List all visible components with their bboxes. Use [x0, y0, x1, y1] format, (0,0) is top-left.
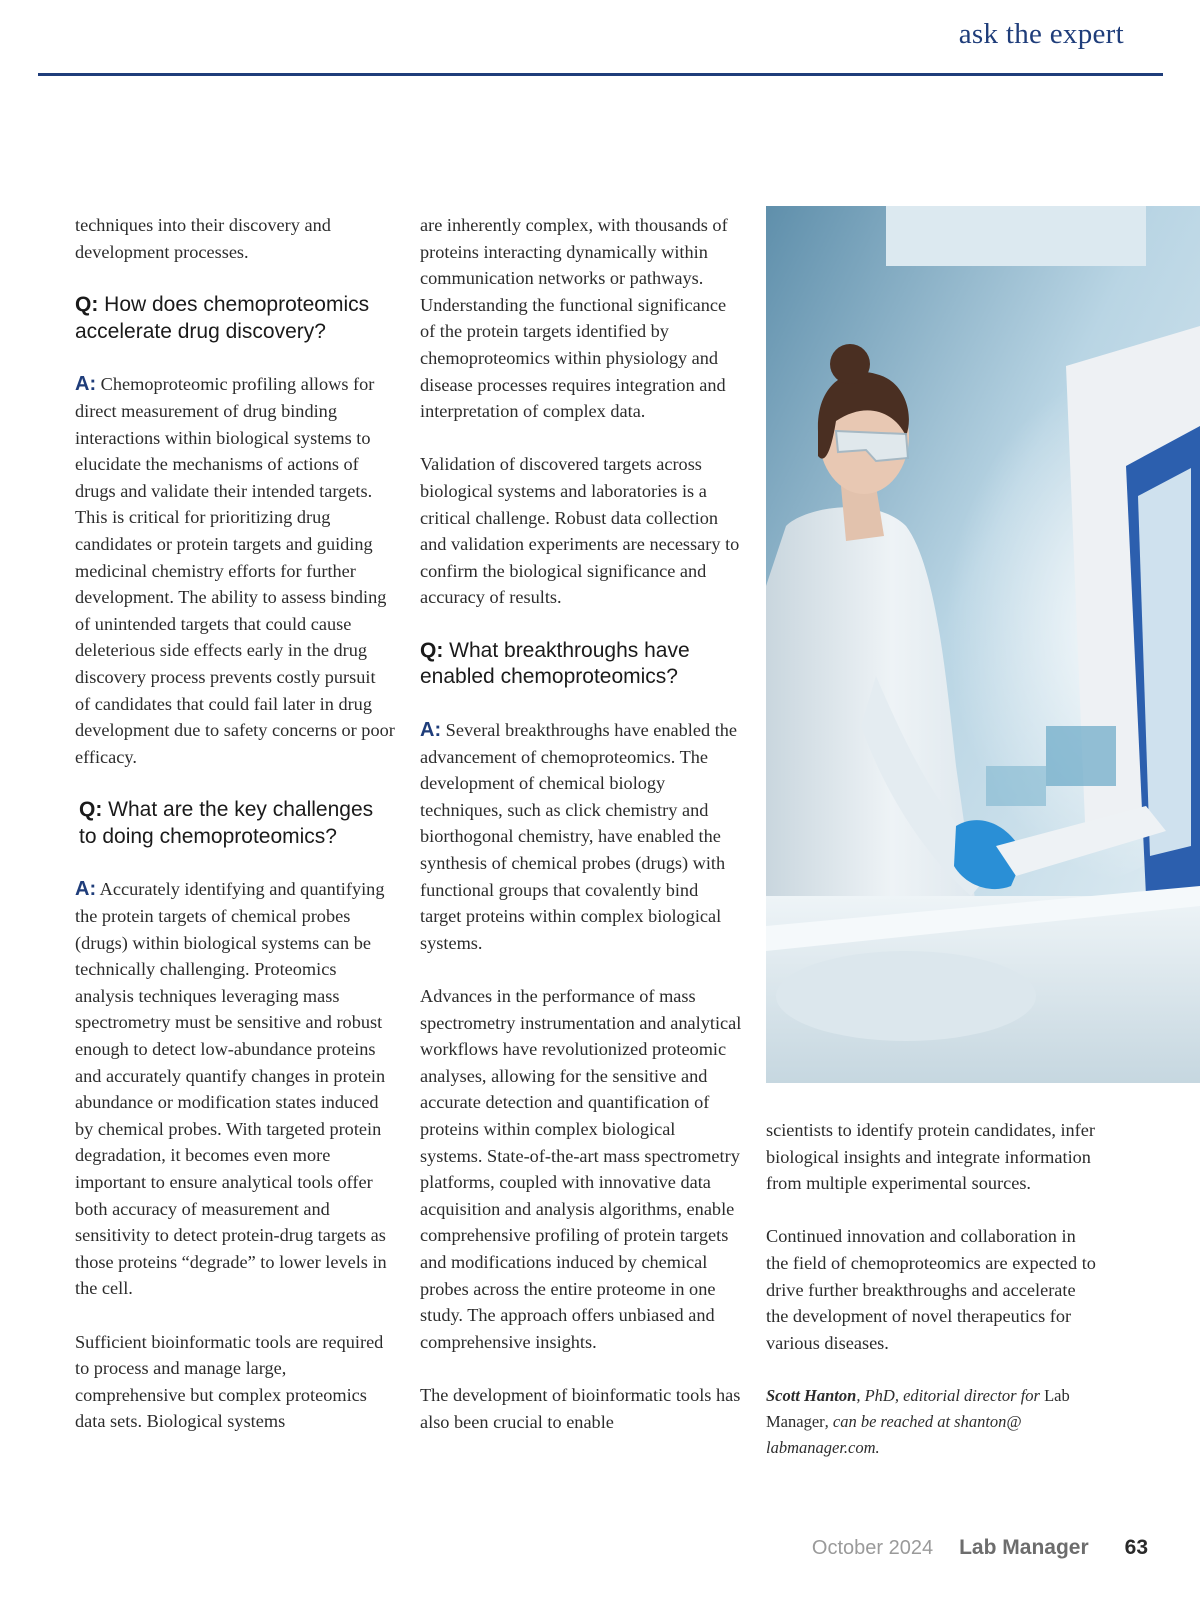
page-footer — [812, 1536, 1148, 1560]
answer-paragraph — [75, 876, 395, 1302]
author-contact: , can be reached at shanton@ labmanager.com. — [766, 1411, 1022, 1457]
column-1 — [75, 212, 395, 1462]
question-marker: Q: — [75, 292, 99, 316]
question-heading — [420, 638, 742, 692]
magazine-name: Lab Manager — [959, 1536, 1089, 1559]
question-text: What breakthroughs have enabled chemoproteomics? — [420, 638, 690, 689]
answer-paragraph — [420, 717, 742, 956]
background-equipment-2 — [986, 766, 1046, 806]
question-text: What are the key challenges to doing chemoproteomics? — [79, 797, 374, 848]
author-name: Scott Hanton — [766, 1385, 857, 1405]
paragraph: are inherently complex, with thousands of proteins interacting dynamically within communication networks or pathways. Understanding the functional significance of the protein targets identified by chemoproteomics within physiology and disease processes requires integration and interpretation of complex data. — [420, 215, 728, 422]
bench-basin — [776, 951, 1036, 1041]
question-marker: Q: — [420, 638, 444, 662]
answer-text: Several breakthroughs have enabled the advancement of chemoproteomics. The development of chemical biology techniques, such as click chemistry and biorthogonal chemistry, have enabled the synthesis of chemical probes (drugs) with functional groups that covalently bind target proteins within complex biological systems. — [420, 720, 738, 953]
author-title: , PhD, editorial director for — [856, 1385, 1045, 1405]
column-3 — [766, 1117, 1096, 1488]
question-text: How does chemoproteomics accelerate drug discovery? — [75, 292, 370, 343]
paragraph: Sufficient bioinformatic tools are required to process and manage large, comprehensive but complex proteomics data sets. Biological systems — [75, 1331, 384, 1432]
background-equipment — [1046, 726, 1116, 786]
hair-bun — [830, 344, 870, 384]
author-byline — [766, 1383, 1096, 1461]
question-heading — [75, 292, 395, 346]
ceiling-light — [886, 206, 1146, 266]
paragraph: Continued innovation and collaboration in the field of chemoproteomics are expected to drive further breakthroughs and accelerate the development of novel therapeutics for various diseases. — [766, 1226, 1096, 1353]
answer-marker: A: — [420, 719, 442, 742]
paragraph: techniques into their discovery and development processes. — [75, 215, 331, 262]
paragraph: Validation of discovered targets across biological systems and laboratories is a critical challenge. Robust data collection and validation experiments are necessary to confirm the biological significance and accuracy of results. — [420, 454, 740, 608]
photo-illustration — [766, 206, 1200, 1083]
answer-marker: A: — [75, 878, 97, 901]
paragraph: The development of bioinformatic tools has also been crucial to enable — [420, 1384, 741, 1432]
paragraph: Advances in the performance of mass spectrometry instrumentation and analytical workflows have revolutionized proteomic analyses, allowing for the sensitive and accurate detection and quantification of proteins within complex biological systems. State-of-the-art mass spectrometry platforms, coupled with innovative data acquisition and analysis algorithms, enable comprehensive profiling of protein targets and modifications induced by chemical probes across the entire proteome in one study. The approach offers unbiased and comprehensive insights. — [420, 986, 742, 1352]
question-heading — [75, 797, 395, 851]
issue-date: October 2024 — [811, 1537, 934, 1559]
column-2 — [420, 212, 742, 1462]
question-marker: Q: — [79, 797, 103, 821]
answer-text: Chemoproteomic profiling allows for direct measurement of drug binding interactions within biological systems to elucidate the mechanisms of actions of drugs and validate their intended targets. This is critical for prioritizing drug candidates or protein targets and guiding medicinal chemistry efforts for further development. The ability to assess binding of unintended targets that could cause deleterious side effects early in the drug discovery process prevents costly pursuit of candidates that could fail later in drug development due to safety concerns or poor efficacy. — [75, 374, 395, 767]
answer-text: Accurately identifying and quantifying the protein targets of chemical probes (drugs) within biological systems can be technically challenging. Proteomics analysis techniques leveraging mass spectrometry must be sensitive and robust enough to detect low-abundance proteins and accurately quantify changes in protein abundance or modification states induced by chemical probes. With targeted protein degradation, it becomes even more important to ensure analytical tools offer both accuracy of measurement and sensitivity to detect protein-drug targets as those proteins “degrade” to lower levels in the cell. — [75, 879, 387, 1299]
lab-scientist-photo — [766, 206, 1200, 1083]
publication-name: Lab Manager — [766, 1385, 1070, 1431]
header-rule — [38, 73, 1163, 76]
paragraph: scientists to identify protein candidates, infer biological insights and integrate information from multiple experimental sources. — [766, 1120, 1095, 1194]
section-label: ask the expert — [958, 18, 1124, 50]
answer-paragraph — [75, 371, 395, 770]
answer-marker: A: — [75, 373, 97, 396]
page-number: 63 — [1124, 1536, 1148, 1559]
